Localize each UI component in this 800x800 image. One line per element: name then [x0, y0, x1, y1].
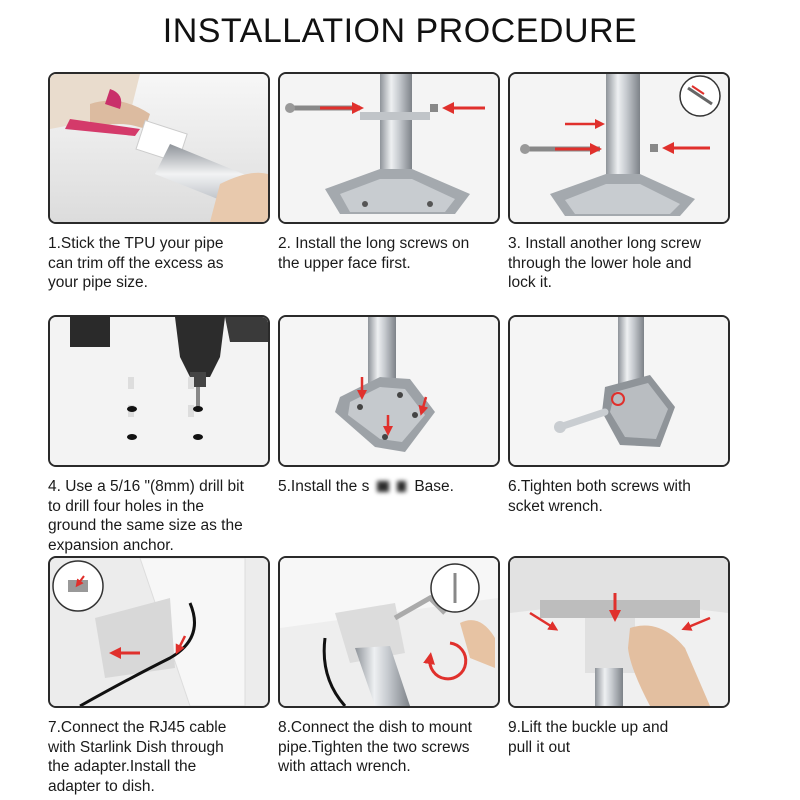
step-5: [278, 315, 500, 497]
step-8-image: [278, 556, 500, 708]
step-7-caption: 7.Connect the RJ45 cable with Starlink Dish through the adapter.Install the adapter to dish.: [48, 719, 227, 795]
drill-holes-illustration: [50, 317, 268, 465]
redaction-mark: [377, 481, 389, 492]
step-2-image: [278, 72, 500, 224]
lift-buckle-illustration: [510, 558, 728, 706]
step-3: [508, 72, 730, 293]
step-1-image: [48, 72, 270, 224]
step-6-image: [508, 315, 730, 467]
step-9-caption: 9.Lift the buckle up and pull it out: [508, 719, 669, 756]
step-1: [48, 72, 270, 293]
tighten-screws-illustration: [510, 317, 728, 465]
step-3-caption: 3. Install another long screw through the lower hole and lock it.: [508, 235, 701, 291]
step-4-image: [48, 315, 270, 467]
step-3-image: [508, 72, 730, 224]
step-7: [48, 556, 270, 796]
step-2: [278, 72, 500, 273]
step-5-image: [278, 315, 500, 467]
step-1-caption: 1.Stick the TPU your pipe can trim off the excess as your pipe size.: [48, 235, 224, 291]
step-5-caption-start: 5.Install the s: [278, 478, 370, 495]
step-8: [278, 556, 500, 777]
step-9-image: [508, 556, 730, 708]
redaction-mark-2: [397, 481, 406, 492]
page-title: INSTALLATION PROCEDURE: [162, 12, 638, 50]
lower-screw-illustration: [510, 74, 728, 222]
tpu-trim-illustration: [50, 74, 268, 222]
mount-pipe-illustration: [280, 558, 498, 706]
step-5-caption: [278, 477, 500, 497]
install-base-illustration: [280, 317, 498, 465]
step-6-caption: 6.Tighten both screws with scket wrench.: [508, 478, 691, 515]
upper-screws-illustration: [280, 74, 498, 222]
step-4: [48, 315, 270, 555]
step-5-caption-end: Base.: [414, 478, 454, 495]
step-6: [508, 315, 730, 516]
rj45-cable-illustration: [50, 558, 268, 706]
step-8-caption: 8.Connect the dish to mount pipe.Tighten the two screws with attach wrench.: [278, 719, 472, 775]
step-7-image: [48, 556, 270, 708]
step-2-caption: 2. Install the long screws on the upper face first.: [278, 235, 470, 272]
step-9: [508, 556, 730, 757]
step-4-caption: 4. Use a 5/16 "(8mm) drill bit to drill four holes in the ground the same size as the expansion anchor.: [48, 478, 244, 554]
